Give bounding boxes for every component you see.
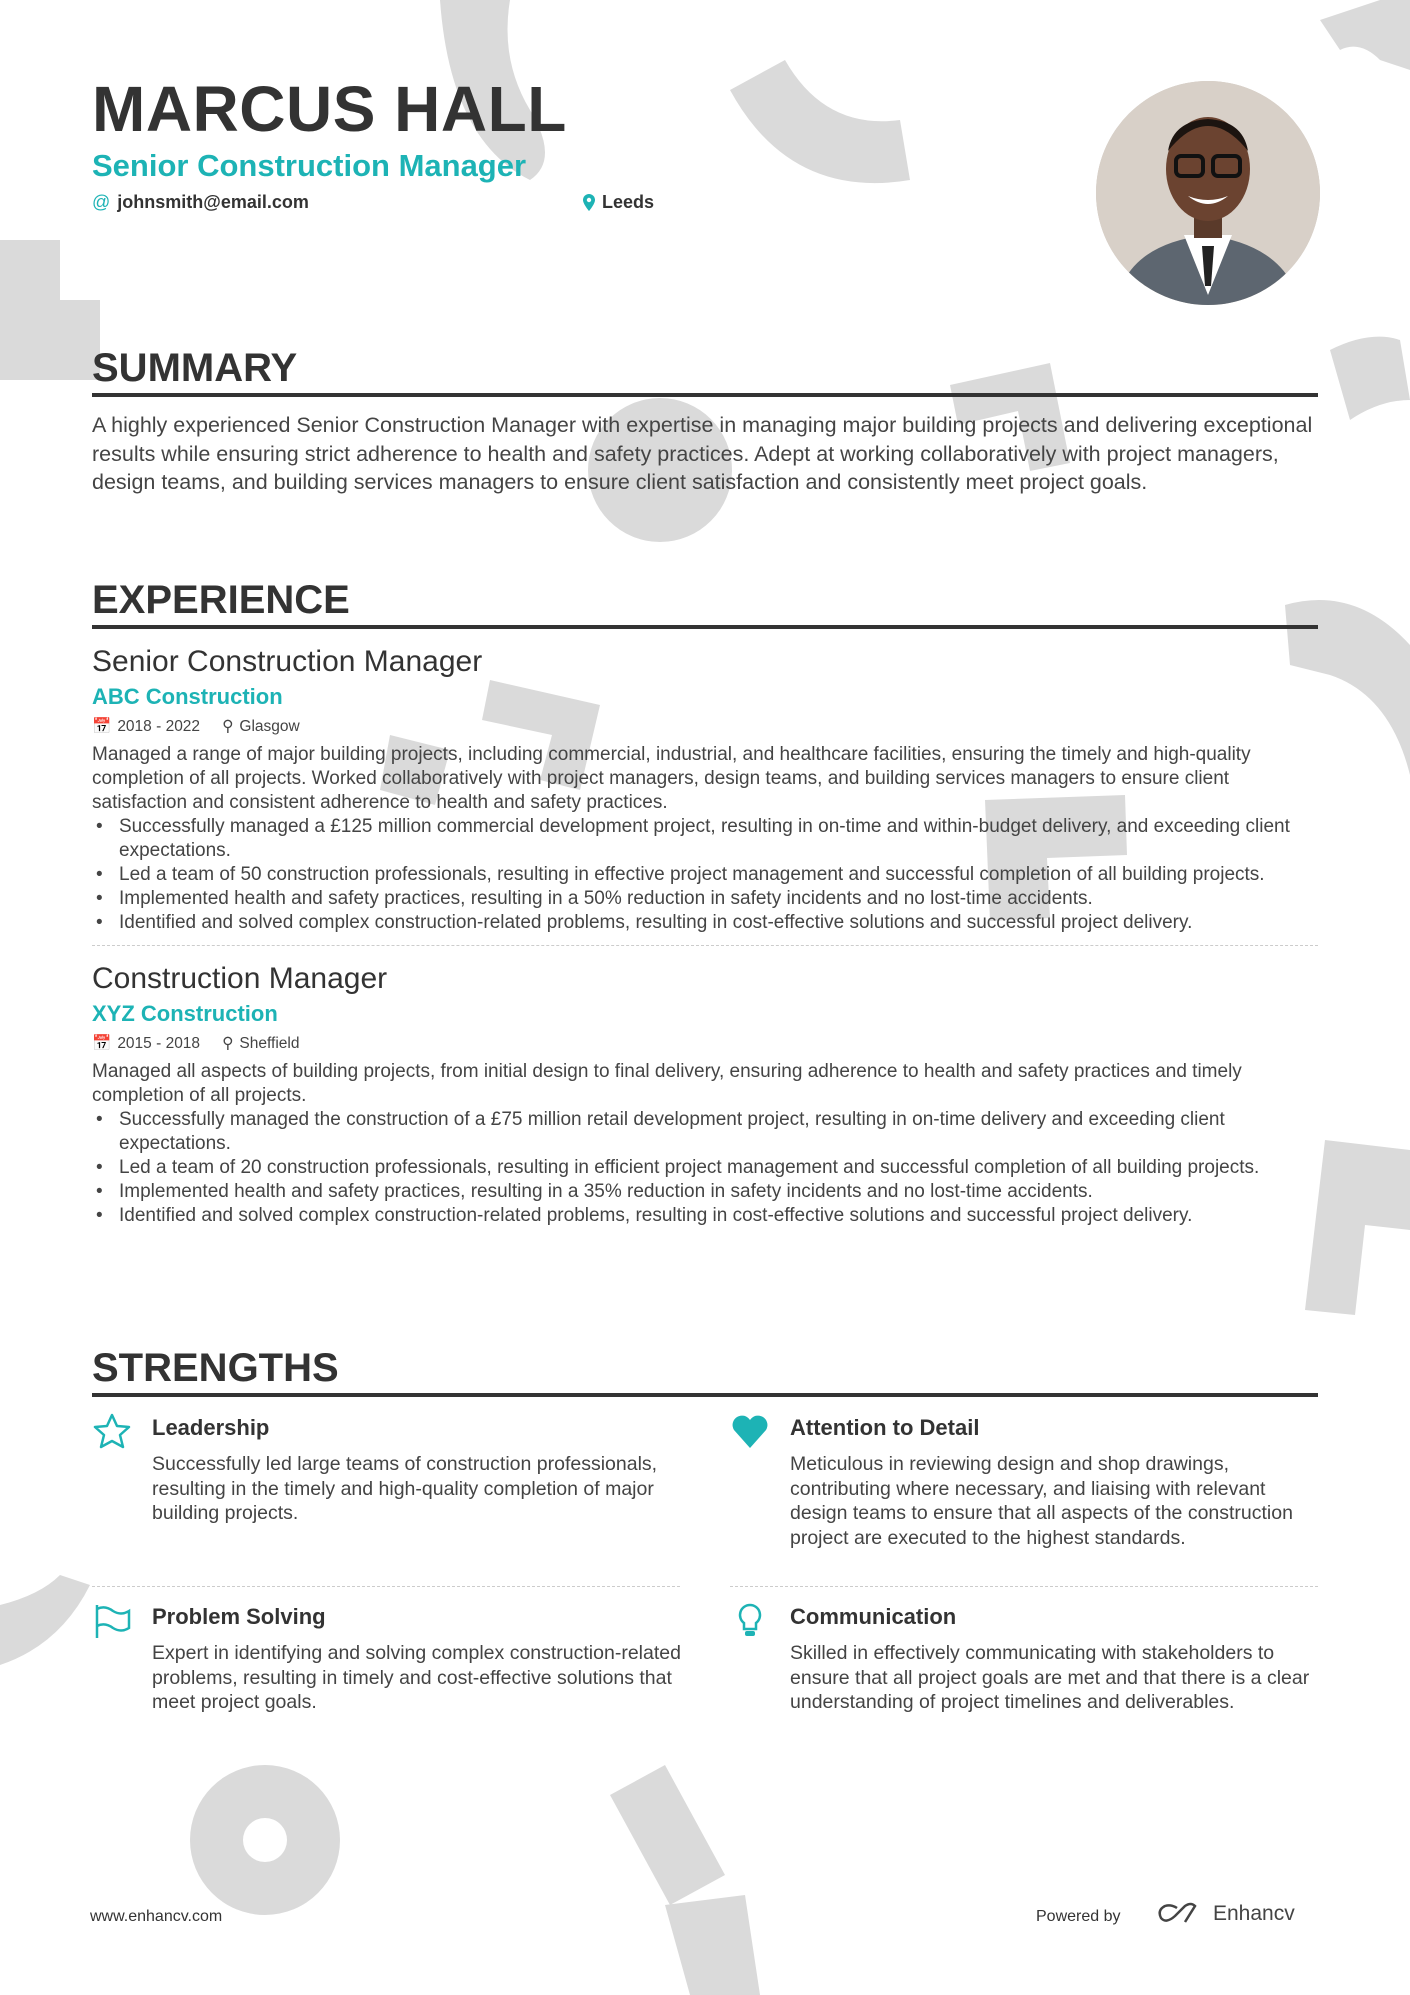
company-name: ABC Construction	[92, 684, 283, 709]
summary-text: A highly experienced Senior Construction Manager with expertise in managing major building projects and delivering exceptional results while ensuring strict adherence to health and safety practices. Adept at working collaboratively with project managers, design teams, and building services managers to ensure client satisfaction and consistently meet project goals.	[92, 413, 1313, 494]
strengths-heading: STRENGTHS	[92, 1345, 1318, 1397]
strength-title: Attention to Detail	[790, 1415, 980, 1440]
location-pin-icon: ⚲	[222, 1035, 234, 1052]
divider	[92, 1586, 680, 1587]
divider	[92, 945, 1318, 946]
email-contact[interactable]	[92, 192, 309, 213]
job-entry	[92, 643, 1318, 935]
enhancv-logo[interactable]	[1155, 1902, 1295, 1926]
bullet-item: • Successfully managed a £125 million commercial development project, resulting in on-time and within-budget delivery, and exceeding client expectations.	[92, 815, 1318, 863]
enhancv-logo-icon	[1155, 1902, 1203, 1926]
location-pin-icon: ⚲	[222, 718, 234, 735]
bullet-item: • Implemented health and safety practices, resulting in a 50% reduction in safety incidents and no lost-time accidents.	[92, 887, 1318, 911]
job-title: Construction Manager	[92, 962, 388, 995]
job-bullets	[92, 815, 1318, 935]
bullet-item: • Identified and solved complex construction-related problems, resulting in cost-effective solutions and successful project delivery.	[92, 1204, 1318, 1228]
location-text: Sheffield	[239, 1035, 300, 1052]
strength-title: Communication	[790, 1604, 957, 1629]
dates-text: 2018 - 2022	[117, 718, 201, 735]
heart-icon	[730, 1412, 770, 1452]
location-text: Glasgow	[239, 718, 300, 735]
strengths-section	[92, 1345, 1318, 1397]
strength-title: Problem Solving	[152, 1604, 326, 1629]
strength-text: Expert in identifying and solving complex construction-related problems, resulting in timely and cost-effective solutions that meet project goals.	[152, 1642, 681, 1713]
strength-text: Skilled in effectively communicating with stakeholders to ensure that all project goals are met and that there is a clear understanding of project timelines and deliverables.	[790, 1642, 1310, 1713]
profile-photo	[1096, 81, 1320, 305]
strength-item	[92, 1412, 682, 1526]
website-link[interactable]: www.enhancv.com	[90, 1908, 223, 1925]
job-bullets	[92, 1108, 1318, 1228]
strength-item	[730, 1412, 1320, 1550]
summary-section	[92, 345, 1318, 497]
bullet-item: • Led a team of 50 construction professionals, resulting in effective project management and successful completion of all building projects.	[92, 863, 1318, 887]
location-pin-icon	[583, 194, 595, 211]
star-icon	[92, 1412, 132, 1452]
strength-item	[92, 1601, 682, 1715]
job-dates	[92, 715, 200, 739]
job-location	[222, 715, 300, 739]
candidate-title: Senior Construction Manager	[92, 148, 527, 183]
candidate-name: MARCUS HALL	[92, 73, 567, 145]
bullet-item: • Implemented health and safety practices, resulting in a 35% reduction in safety incidents and no lost-time accidents.	[92, 1180, 1318, 1204]
location-contact	[583, 192, 654, 213]
summary-heading: SUMMARY	[92, 345, 1318, 397]
strength-title: Leadership	[152, 1415, 270, 1440]
strength-text: Successfully led large teams of construction professionals, resulting in the timely and high-quality completion of major building projects.	[152, 1453, 658, 1524]
strength-text: Meticulous in reviewing design and shop drawings, contributing where necessary, and liaising with relevant design teams to ensure that all aspects of the construction project are executed to the highest standards.	[790, 1453, 1293, 1549]
at-icon: @	[92, 192, 111, 212]
bullet-item: • Successfully managed the construction of a £75 million retail development project, resulting in on-time delivery and exceeding client expectations.	[92, 1108, 1318, 1156]
strengths-grid	[92, 1412, 1318, 1732]
job-description: Managed all aspects of building projects, from initial design to final delivery, ensuring adherence to health and safety practices and timely completion of all projects.	[92, 1061, 1242, 1106]
job-location	[222, 1032, 299, 1056]
strength-item	[730, 1601, 1320, 1715]
job-entry	[92, 960, 1318, 1228]
experience-section	[92, 577, 1318, 1228]
bullet-item: • Led a team of 20 construction professionals, resulting in efficient project management and successful completion of all building projects.	[92, 1156, 1318, 1180]
powered-by-label: Powered by	[1036, 1908, 1121, 1925]
calendar-icon: 📅	[92, 718, 112, 735]
lightbulb-icon	[730, 1601, 770, 1641]
experience-heading: EXPERIENCE	[92, 577, 1318, 629]
calendar-icon: 📅	[92, 1035, 112, 1052]
email-text: johnsmith@email.com	[117, 192, 309, 212]
brand-name: Enhancv	[1213, 1902, 1295, 1925]
flag-icon	[92, 1601, 132, 1641]
dates-text: 2015 - 2018	[117, 1035, 201, 1052]
job-title: Senior Construction Manager	[92, 645, 483, 678]
job-description: Managed a range of major building projects, including commercial, industrial, and healthcare facilities, ensuring the timely and high-quality completion of all projects. Worked collaboratively with project managers, design teams, and building services managers to ensure client satisfaction and consistent adherence to health and safety practices.	[92, 744, 1251, 813]
job-dates	[92, 1032, 200, 1056]
divider	[730, 1586, 1318, 1587]
location-text: Leeds	[602, 192, 655, 212]
bullet-item: • Identified and solved complex construction-related problems, resulting in cost-effective solutions and successful project delivery.	[92, 911, 1318, 935]
company-name: XYZ Construction	[92, 1001, 278, 1026]
